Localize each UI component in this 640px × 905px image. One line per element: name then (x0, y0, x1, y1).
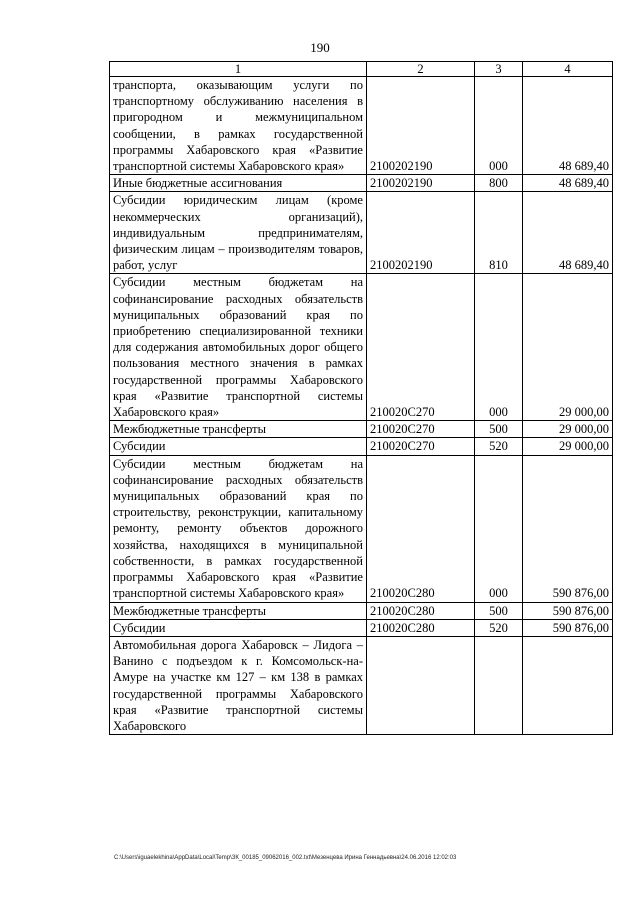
row-kind: 800 (475, 175, 523, 192)
table-row (110, 192, 613, 274)
row-kind: 520 (475, 438, 523, 455)
row-name: Субсидии юридическим лицам (кроме некоммерческих организаций), индивидуальным предпринимателям, физическим лицам – производителям товаров, работ, услуг (110, 192, 367, 274)
table-row (110, 455, 613, 602)
header-cell-kind: 3 (475, 62, 523, 77)
table-row (110, 602, 613, 619)
row-amount: 48 689,40 (523, 77, 613, 175)
row-kind: 520 (475, 619, 523, 636)
table-row (110, 438, 613, 455)
row-code: 210020С280 (367, 602, 475, 619)
row-kind: 500 (475, 421, 523, 438)
table-row (110, 175, 613, 192)
row-kind: 000 (475, 77, 523, 175)
row-code: 2100202190 (367, 192, 475, 274)
row-amount: 29 000,00 (523, 274, 613, 421)
row-name: Субсидии (110, 619, 367, 636)
row-name: Иные бюджетные ассигнования (110, 175, 367, 192)
table-row (110, 274, 613, 421)
row-code: 210020С280 (367, 455, 475, 602)
page-number: 190 (310, 40, 330, 55)
row-name: транспорта, оказывающим услуги по транспортному обслуживанию населения в пригородном и межмуниципальном сообщении, в рамках государственной программы Хабаровского края «Развитие транспортной системы Хабаровского края» (110, 77, 367, 175)
table-header-row (110, 62, 613, 77)
table-row (110, 421, 613, 438)
row-kind: 000 (475, 274, 523, 421)
row-kind: 500 (475, 602, 523, 619)
table-row (110, 619, 613, 636)
row-amount: 48 689,40 (523, 175, 613, 192)
row-code: 210020С270 (367, 274, 475, 421)
row-amount: 590 876,00 (523, 619, 613, 636)
row-amount: 590 876,00 (523, 455, 613, 602)
row-name: Межбюджетные трансферты (110, 602, 367, 619)
row-amount: 29 000,00 (523, 421, 613, 438)
row-amount (523, 636, 613, 734)
row-kind (475, 636, 523, 734)
row-code: 210020С270 (367, 438, 475, 455)
header-cell-amount: 4 (523, 62, 613, 77)
budget-table (109, 61, 613, 735)
table-row (110, 77, 613, 175)
row-amount: 29 000,00 (523, 438, 613, 455)
row-name: Субсидии местным бюджетам на софинансирование расходных обязательств муниципальных образований края по приобретению специализированной техники для содержания автомобильных дорог общего пользования местного значения в рамках государственной программы Хабаровского края «Развитие транспортной системы Хабаровского края» (110, 274, 367, 421)
row-code: 210020С280 (367, 619, 475, 636)
row-name: Автомобильная дорога Хабаровск – Лидога – Ванино с подъездом к г. Комсомольск-на-Амуре на участке км 127 – км 138 в рамках государственной программы Хабаровского края «Развитие транспортной системы Хабаровского (110, 636, 367, 734)
row-name: Субсидии (110, 438, 367, 455)
header-cell-name: 1 (110, 62, 367, 77)
row-code (367, 636, 475, 734)
row-code: 2100202190 (367, 77, 475, 175)
row-name: Межбюджетные трансферты (110, 421, 367, 438)
row-code: 2100202190 (367, 175, 475, 192)
row-code: 210020С270 (367, 421, 475, 438)
file-path-footer: C:\Users\iguaelekhina\AppData\Local\Temp\ЗК_00185_09062016_002.txt\Мезенцева Ирина Геннадьевна\24.06.2016 12:02:03 (114, 855, 457, 861)
row-amount: 48 689,40 (523, 192, 613, 274)
row-kind: 810 (475, 192, 523, 274)
row-name: Субсидии местным бюджетам на софинансирование расходных обязательств муниципальных образований края по строительству, реконструкции, капитальному ремонту, ремонту объектов дорожного хозяйства, находящихся в муниципальной собственности, в рамках государственной программы Хабаровского края «Развитие транспортной системы Хабаровского края» (110, 455, 367, 602)
row-amount: 590 876,00 (523, 602, 613, 619)
table-row (110, 636, 613, 734)
header-cell-code: 2 (367, 62, 475, 77)
row-kind: 000 (475, 455, 523, 602)
